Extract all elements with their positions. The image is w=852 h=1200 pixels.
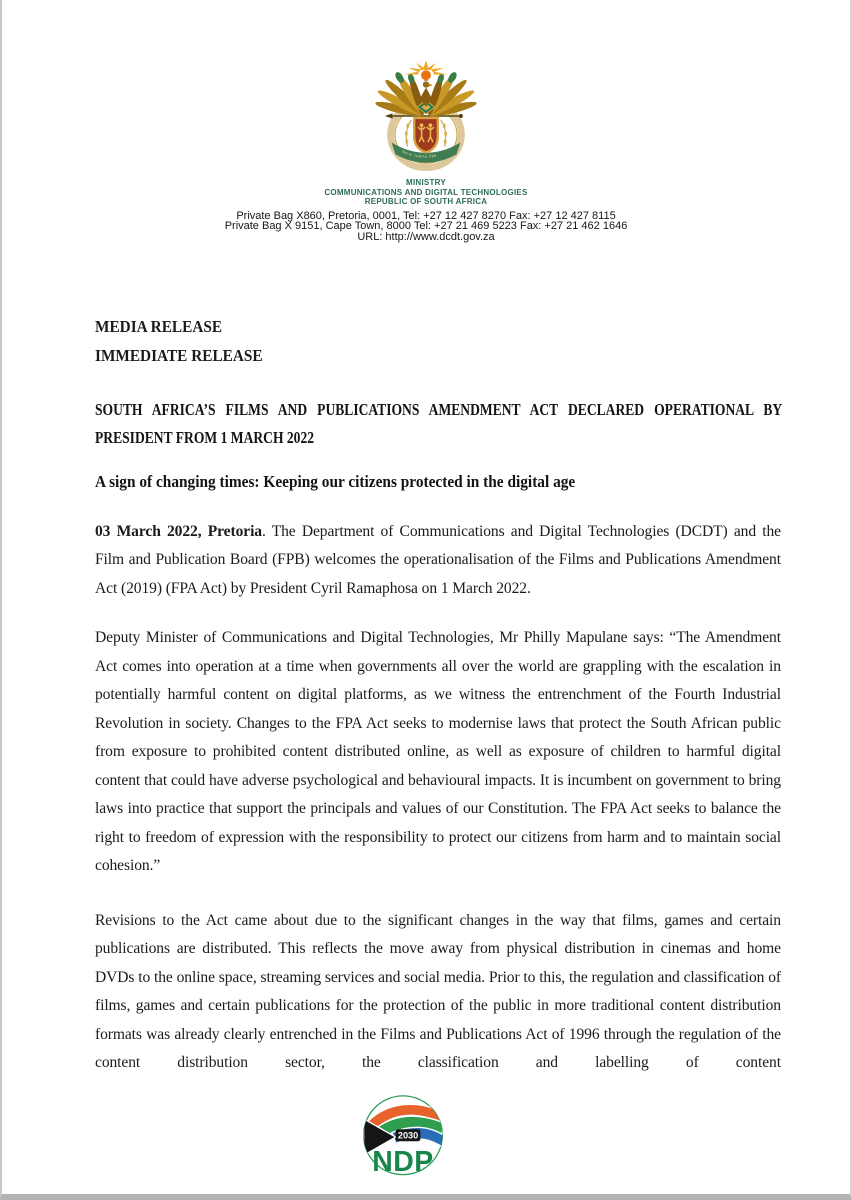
ndp-year-text: 2030 xyxy=(397,1130,419,1141)
contact-block xyxy=(2,211,850,243)
paragraph-deputy-minister-quote: Deputy Minister of Communications and Digital Technologies, Mr Philly Mapulane says: “The Amendment Act comes into operation at a time when governments all over the world are grappling with the escalation in potentially harmful content on digital platforms, as we witness the entrenchment of the Fourth Industrial Revolution in society. Changes to the FPA Act seeks to modernise laws that protect the South African public from exposure to prohibited content distributed online, as well as exposure of children to harmful digital content that could have adverse psychological and behavioural impacts. It is incumbent on government to bring laws into practice that support the principals and values of our Constitution. The FPA Act seeks to balance the right to freedom of expression with the responsibility to protect our citizens from harm and to maintain social cohesion.” xyxy=(95,629,781,874)
paragraph-revisions: Revisions to the Act came about due to the significant changes in the way that films, games and certain publications are distributed. This reflects the move away from physical distribution in cinemas and home DVDs to the online space, streaming services and social media. Prior to this, the regulation and classification of films, games and certain publications for the protection of the public in more traditional content distribution formats was already clearly entrenched in the Films and Publications Act of 1996 through the regulation of the content distribution sector, the classification and labelling of content xyxy=(95,911,781,1071)
address-line-cape-town: Private Bag X 9151, Cape Town, 8000 Tel: +27 21 469 5223 Fax: +27 21 462 1646 xyxy=(224,220,628,232)
svg-text:!ke e: /xarra //ke: !ke e: /xarra //ke xyxy=(400,148,438,159)
paragraph-dateline-text: . The Department of Communications and Digital Technologies (DCDT) and the Film and Publication Board (FPB) welcomes the operationalisation of the Films and Publications Amendment Act (2019) (FPA Act) by President Cyril Ramaphosa on 1 March 2022. xyxy=(95,522,781,597)
subheadline: A sign of changing times: Keeping our citizens protected in the digital age xyxy=(95,472,576,491)
website-url: URL: http://www.dcdt.gov.za xyxy=(357,230,495,243)
ministry-title-block xyxy=(2,178,850,207)
release-body xyxy=(95,313,781,1078)
dateline: 03 March 2022, Pretoria xyxy=(95,522,262,540)
paragraph-dateline xyxy=(95,518,781,604)
south-africa-coat-of-arms-icon xyxy=(367,58,485,177)
address-line-pretoria: Private Bag X860, Pretoria, 0001, Tel: +27 12 427 8270 Fax: +27 12 427 8115 xyxy=(236,209,616,222)
release-labels xyxy=(95,313,712,370)
ndp-2030-logo xyxy=(357,1094,449,1182)
ndp-label-text: NDP xyxy=(372,1146,434,1178)
ministry-line-1: MINISTRY xyxy=(406,178,446,187)
ministry-line-2: COMMUNICATIONS AND DIGITAL TECHNOLOGIES xyxy=(324,187,528,197)
headline: SOUTH AFRICA’S FILMS AND PUBLICATIONS AMENDMENT ACT DECLARED OPERATIONAL BY PRESIDENT FROM 1 MARCH 2022 xyxy=(95,400,783,447)
release-timing-label: IMMEDIATE RELEASE xyxy=(95,345,263,365)
ministry-line-3: REPUBLIC OF SOUTH AFRICA xyxy=(364,197,488,206)
letterhead xyxy=(2,0,850,242)
release-type-label: MEDIA RELEASE xyxy=(95,317,223,336)
